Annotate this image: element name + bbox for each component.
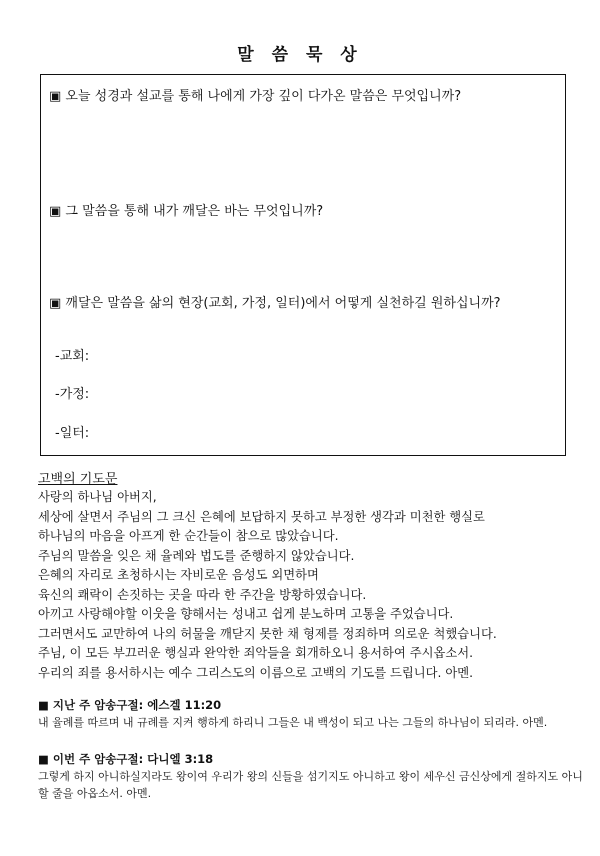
place-home: -가정: bbox=[55, 387, 90, 402]
verse-heading: ■ 이번 주 암송구절: 다니엘 3:18 bbox=[38, 752, 214, 766]
verse-text: 그렇게 하지 아니하실지라도 왕이여 우리가 왕의 신들을 섬기지도 아니하고 왕이 세우신 금신상에게 절하지도 아니할 줄을 아옵소서. 아멘. bbox=[38, 770, 583, 800]
prayer-line: 육신의 쾌락이 손짓하는 곳을 따라 한 주간을 방황하였습니다. bbox=[38, 587, 367, 602]
place-work: -일터: bbox=[55, 426, 90, 441]
prayer-body bbox=[38, 488, 578, 683]
prayer-line: 주님, 이 모든 부끄러운 행실과 완악한 죄악들을 회개하오니 용서하여 주시옵소서. bbox=[38, 646, 473, 660]
prayer-title: 고백의 기도문 bbox=[38, 472, 118, 487]
verse-heading: ■ 지난 주 암송구절: 에스겔 11:20 bbox=[38, 698, 222, 712]
place-church: -교회: bbox=[55, 349, 90, 364]
prayer-line: 하나님의 마음을 아프게 한 순간들이 참으로 많았습니다. bbox=[38, 529, 339, 543]
page-title: 말 씀 묵 상 bbox=[237, 45, 363, 65]
prayer-line: 은혜의 자리로 초청하시는 자비로운 음성도 외면하며 bbox=[38, 568, 319, 582]
prayer-line: 세상에 살면서 주님의 그 크신 은혜에 보답하지 못하고 부정한 생각과 미천한 행실로 bbox=[38, 509, 485, 524]
question-3: ▣ 깨달은 말씀을 삶의 현장(교회, 가정, 일터)에서 어떻게 실천하길 원하십니까? bbox=[49, 296, 501, 311]
question-1: ▣ 오늘 성경과 설교를 통해 나에게 가장 깊이 다가온 말씀은 무엇입니까? bbox=[49, 89, 462, 104]
question-2: ▣ 그 말씀을 통해 내가 깨달은 바는 무엇입니까? bbox=[49, 204, 324, 219]
prayer-line: 사랑의 하나님 아버지, bbox=[38, 490, 157, 504]
this-week-verse bbox=[38, 751, 583, 802]
meditation-box bbox=[40, 74, 566, 456]
last-week-verse bbox=[38, 697, 583, 731]
prayer-line: 주님의 말씀을 잊은 채 율례와 법도를 준행하지 않았습니다. bbox=[38, 548, 355, 563]
prayer-line: 그러면서도 교만하여 나의 허물을 깨닫지 못한 채 형제를 정죄하며 의로운 척했습니다. bbox=[38, 626, 497, 641]
prayer-line: 아끼고 사랑해야할 이웃을 향해서는 성내고 쉽게 분노하며 고통을 주었습니다. bbox=[38, 607, 454, 621]
prayer-line: 우리의 죄를 용서하시는 예수 그리스도의 이름으로 고백의 기도를 드립니다. 아멘. bbox=[38, 665, 473, 680]
verse-text: 내 율례를 따르며 내 규례를 지켜 행하게 하리니 그들은 내 백성이 되고 나는 그들의 하나님이 되리라. 아멘. bbox=[38, 716, 548, 729]
